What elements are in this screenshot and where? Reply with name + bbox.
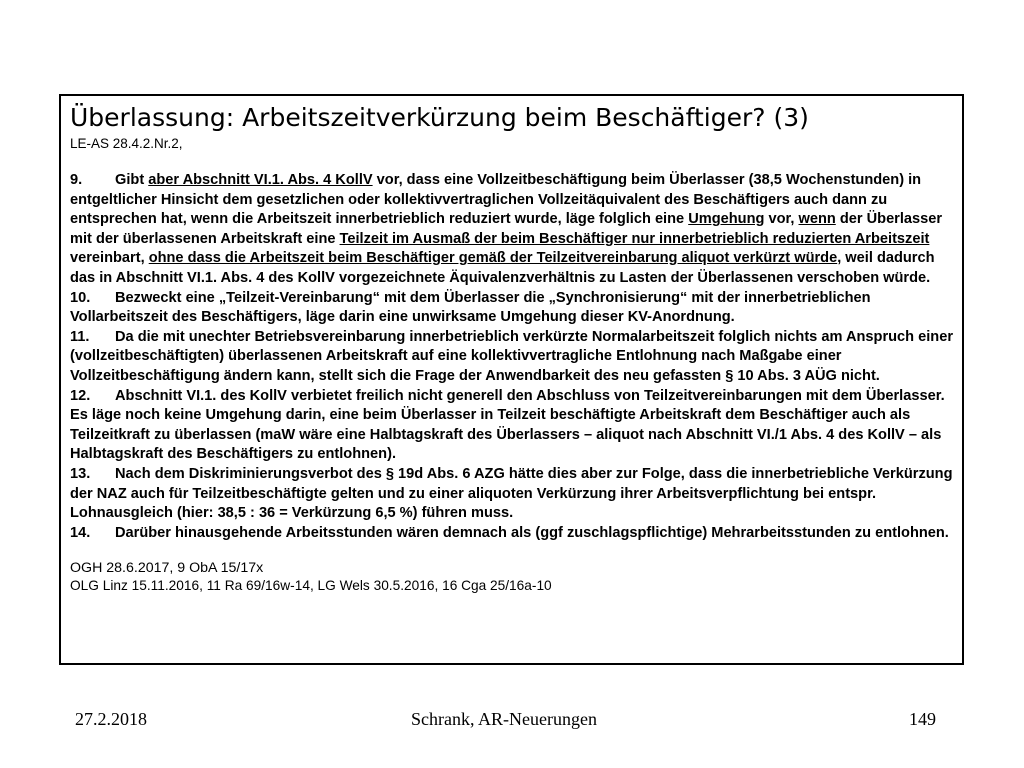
spacer: [70, 153, 953, 171]
paragraph-text: vor, dass eine Vollzeitbeschäftigung beim Überlasser (38,5 Wochenstunden) in entgeltlicher Hinsicht dem gesetzlichen oder kollektivvertraglichen Vollzeitäquivalent des Beschäftigers auch dann zu entsprechen hat, wenn die Arbeitszeit innerbetrieblich reduziert wurde, läge folglich eine: [70, 172, 922, 228]
underlined-text: Umgehung: [688, 211, 765, 228]
underlined-text: wenn: [798, 211, 836, 228]
underlined-text: ohne dass die Arbeitszeit beim Beschäftiger gemäß der Teilzeitvereinbarung aliquot verkürzt würde: [148, 250, 838, 267]
paragraph-text: , weil dadurch das in Abschnitt VI.1. Abs. 4 des KollV vorgezeichnete Äquivalenzverhältnis zu Lasten der Überlassenen verschoben würde.: [70, 250, 935, 286]
underlined-text: aber Abschnitt VI.1. Abs. 4 KollV: [148, 172, 373, 188]
paragraph-number: 11.: [70, 328, 90, 345]
spacer: [70, 543, 953, 559]
paragraph-number: 9.: [70, 172, 83, 188]
paragraph-number: 10.: [70, 289, 91, 306]
slide-title: Überlassung: Arbeitszeitverkürzung beim Beschäftiger? (3): [70, 103, 809, 132]
paragraph-9: [70, 171, 953, 289]
citation-olg: OLG Linz 15.11.2016, 11 Ra 69/16w-14, LG Wels 30.5.2016, 16 Cga 25/16a-10: [70, 578, 552, 594]
slide-content-box: [59, 94, 964, 665]
paragraph-text: Gibt: [115, 172, 149, 188]
reference-line: LE-AS 28.4.2.Nr.2,: [70, 136, 183, 151]
paragraph-14: [70, 524, 953, 544]
paragraph-text: der Überlasser mit der überlassenen Arbeitskraft eine: [70, 211, 943, 247]
paragraph-text: vor,: [764, 211, 799, 228]
footer-date: 27.2.2018: [75, 709, 147, 729]
paragraph-10: [70, 289, 953, 328]
paragraph-text: vereinbart,: [70, 250, 149, 267]
citation-ogh: OGH 28.6.2017, 9 ObA 15/17x: [70, 560, 264, 577]
paragraph-number: 13.: [70, 465, 91, 482]
paragraph-number: 12.: [70, 387, 91, 404]
paragraph-13: [70, 465, 953, 524]
paragraph-text: Da die mit unechter Betriebsvereinbarung innerbetrieblich verkürzte Normalarbeitszeit folglich nichts am Anspruch einer (vollzeitbeschäftigten) überlassenen Arbeitskraft auf eine kollektivvertragliche Entlohnung nach Maßgabe einer Vollzeitbeschäftigung ändern kann, stellt sich die Frage der Anwendbarkeit des neu gefassten § 10 Abs. 3 AÜG nicht.: [70, 328, 954, 384]
paragraph-text: Darüber hinausgehende Arbeitsstunden wären demnach als (ggf zuschlagspflichtige) Mehrarbeitsstunden zu entlohnen.: [115, 524, 949, 541]
page-number: 149: [909, 709, 936, 729]
paragraph-11: [70, 328, 953, 387]
paragraph-number: 14.: [70, 524, 91, 541]
paragraph-text: Abschnitt VI.1. des KollV verbietet freilich nicht generell den Abschluss von Teilzeitvereinbarungen mit dem Überlasser. Es läge noch keine Umgehung darin, eine beim Überlasser in Teilzeit beschäftigte Arbeitskraft dem Beschäftiger auch als Teilzeitkraft zu überlassen (maW wäre eine Halbtagskraft des Überlassers – aliquot nach Abschnitt VI./1 Abs. 4 des KollV – als Halbtagskraft des Beschäftigers zu entlohnen).: [70, 387, 945, 463]
paragraph-12: [70, 387, 953, 465]
paragraph-text: Nach dem Diskriminierungsverbot des § 19d Abs. 6 AZG hätte dies aber zur Folge, dass die innerbetriebliche Verkürzung der NAZ auch für Teilzeitbeschäftigte gelten und zu einer aliquoten Verkürzung ihrer Arbeitsverpflichtung bei entspr. Lohnausgleich (hier: 38,5 : 36 = Verkürzung 6,5 %) führen muss.: [70, 465, 953, 522]
paragraph-text: Bezweckt eine „Teilzeit-Vereinbarung“ mit dem Überlasser die „Synchronisierung“ mit der innerbetrieblichen Vollarbeitszeit des Beschäftigers, läge darin eine unwirksame Umgehung dieser KV-Anordnung.: [70, 289, 871, 326]
footer-author: Schrank, AR-Neuerungen: [411, 709, 597, 729]
underlined-text: Teilzeit im Ausmaß der beim Beschäftiger nur innerbetrieblich reduzierten Arbeitszeit: [339, 230, 930, 247]
